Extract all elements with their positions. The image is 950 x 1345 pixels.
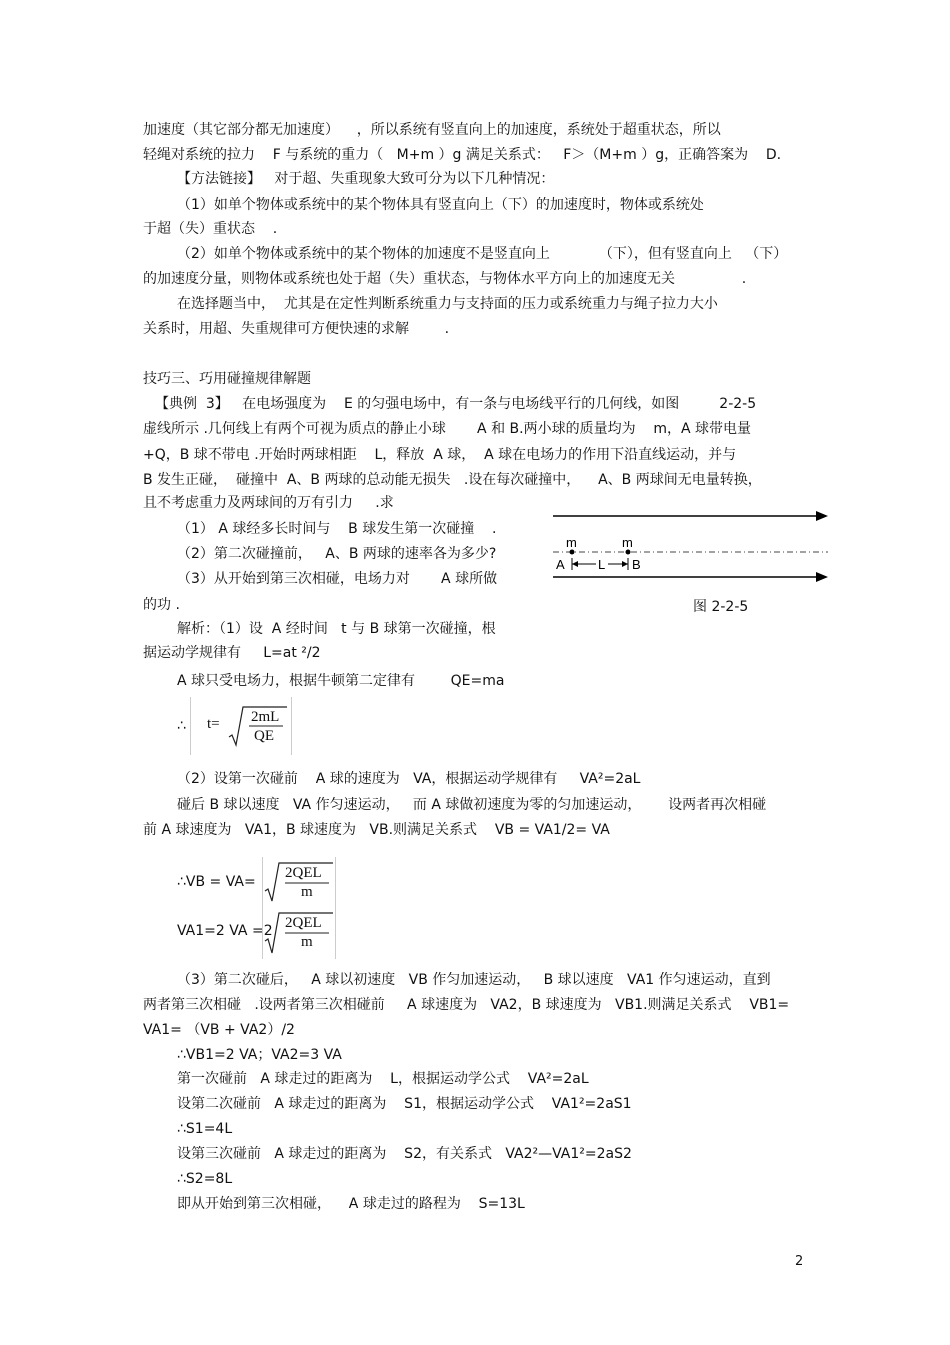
formula-va1 xyxy=(262,907,336,959)
text-line: 的加速度分量，则物体或系统也处于超（失）重状态，与物体水平方向上的加速度无关 . xyxy=(143,271,747,287)
solution-line: （2）设第一次碰前 A 球的速度为 VA，根据运动学规律有 VA²=2aL xyxy=(177,771,641,787)
field-line-bottom xyxy=(553,572,828,582)
ball-b xyxy=(626,550,631,555)
fraction-numerator: 2mL xyxy=(251,709,280,725)
formula-vb xyxy=(262,857,336,907)
text-line: 于超（失）重状态 . xyxy=(143,221,278,237)
solution-line: 解析：（1）设 A 经时间 t 与 B 球第一次碰撞，根 xyxy=(177,621,496,637)
text-line: （2）如单个物体或系统中的某个物体的加速度不是竖直向上 （下），但有竖直向上 （下） xyxy=(177,246,788,262)
fraction-numerator: 2QEL xyxy=(285,865,322,881)
mass-label-b: m xyxy=(622,535,633,550)
label-l: L xyxy=(598,557,606,572)
page-number: 2 xyxy=(795,1254,804,1269)
question-line: （2）第二次碰撞前， A、B 两球的速率各为多少? xyxy=(177,546,497,562)
solution-line: 碰后 B 球以速度 VA 作匀速运动， 而 A 球做初速度为零的匀加速运动， 设两者再次相碰 xyxy=(177,797,767,813)
solution-line: ∴VB1=2 VA；VA2=3 VA xyxy=(177,1047,342,1063)
formula-t xyxy=(190,697,292,755)
text-line: 关系时，用超、失重规律可方便快速的求解 . xyxy=(143,321,450,337)
text-line: 【典例 3】 在电场强度为 E 的匀强电场中，有一条与电场线平行的几何线，如图 2-2-5 xyxy=(155,396,757,412)
figure-2-2-5 xyxy=(548,500,838,615)
solution-line: ∴S1=4L xyxy=(177,1121,233,1137)
text-line: +Q，B 球不带电 .开始时两球相距 L，释放 A 球， A 球在电场力的作用下沿直线运动，并与 xyxy=(143,447,737,463)
radical-sign xyxy=(191,697,291,755)
fraction-numerator: 2QEL xyxy=(285,915,322,931)
solution-line: VA1= （VB + VA2）/2 xyxy=(143,1022,295,1038)
text-line: （1）如单个物体或系统中的某个物体具有竖直向上（下）的加速度时，物体或系统处 xyxy=(177,197,704,213)
solution-line: 设第三次碰前 A 球走过的距离为 S2，有关系式 VA2²—VA1²=2aS2 xyxy=(177,1146,632,1162)
text-line: 加速度（其它部分都无加速度） ，所以系统有竖直向上的加速度，系统处于超重状态，所以 xyxy=(143,122,721,138)
figure-caption: 图 2-2-5 xyxy=(693,599,749,615)
text-line: 虚线所示 .几何线上有两个可视为质点的静止小球 A 和 B.两小球的质量均为 m，A 球带电量 xyxy=(143,421,752,437)
solution-line: VA1=2 VA =2 xyxy=(177,923,273,939)
question-line: 的功 . xyxy=(143,597,180,613)
solution-line: 即从开始到第三次相碰， A 球走过的路程为 S=13L xyxy=(177,1196,525,1212)
label-b: B xyxy=(632,557,641,572)
solution-line: ∴S2=8L xyxy=(177,1171,233,1187)
text-line: 【方法链接】 对于超、失重现象大致可分为以下几种情况： xyxy=(177,171,555,187)
text-line: B 发生正碰， 碰撞中 A、B 两球的总动能无损失 .设在每次碰撞中， A、B 两球间无电量转换， xyxy=(143,472,762,488)
text-line: 在选择题当中， 尤其是在定性判断系统重力与支持面的压力或系统重力与绳子拉力大小 xyxy=(177,296,718,312)
text-line: 轻绳对系统的拉力 F 与系统的重力（ M+m ）g 满足关系式： F＞（M+m ）g，正确答案为 D. xyxy=(143,147,782,163)
ball-a xyxy=(570,550,575,555)
label-a: A xyxy=(556,557,565,572)
solution-line: 前 A 球速度为 VA1，B 球速度为 VB.则满足关系式 VB = VA1/2= VA xyxy=(143,822,610,838)
question-line: （1） A 球经多长时间与 B 球发生第一次碰撞 . xyxy=(177,521,497,537)
solution-line: 第一次碰前 A 球走过的距离为 L，根据运动学公式 VA²=2aL xyxy=(177,1071,589,1087)
fraction-denominator: m xyxy=(301,934,313,950)
solution-line: 据运动学规律有 L=at ²/2 xyxy=(143,645,321,661)
solution-line: （3）第二次碰后， A 球以初速度 VB 作匀加速运动， B 球以速度 VA1 作匀速运动，直到 xyxy=(177,972,771,988)
therefore-symbol: ∴ xyxy=(177,718,186,734)
fraction-denominator: m xyxy=(301,884,313,900)
fraction-denominator: QE xyxy=(254,728,274,744)
formula-t-lhs: t= xyxy=(207,716,220,732)
solution-line: 设第二次碰前 A 球走过的距离为 S1，根据运动学公式 VA1²=2aS1 xyxy=(177,1096,632,1112)
solution-line: ∴VB = VA= xyxy=(177,874,256,890)
solution-line: A 球只受电场力，根据牛顿第二定律有 QE=ma xyxy=(177,673,505,689)
solution-line: 两者第三次相碰 .设两者第三次相碰前 A 球速度为 VA2，B 球速度为 VB1.则满足关系式 VB1= xyxy=(143,997,790,1013)
field-line-top xyxy=(553,511,828,521)
section-heading: 技巧三、巧用碰撞规律解题 xyxy=(143,371,311,387)
mass-label-a: m xyxy=(566,535,577,550)
text-line: 且不考虑重力及两球间的万有引力 .求 xyxy=(143,495,394,511)
field-diagram xyxy=(548,500,838,590)
question-line: （3）从开始到第三次相碰，电场力对 A 球所做 xyxy=(177,571,498,587)
